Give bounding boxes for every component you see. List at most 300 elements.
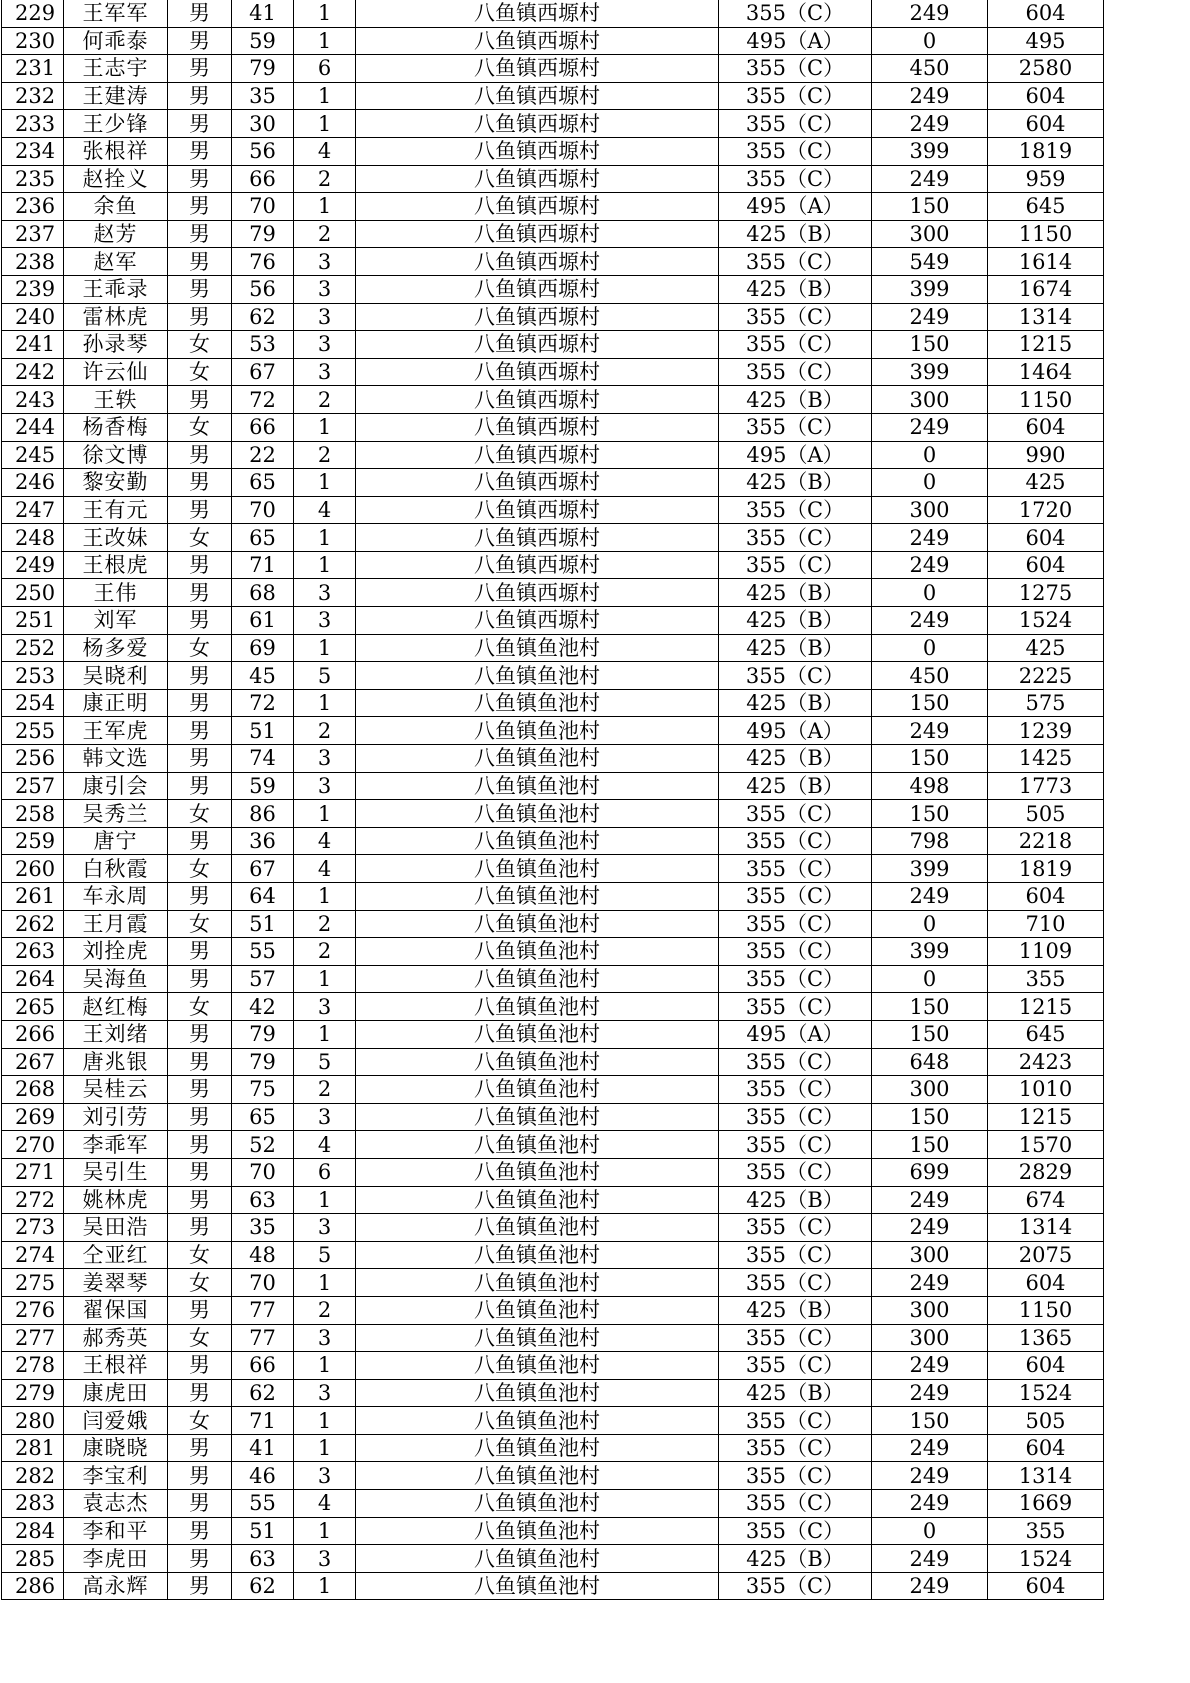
grade-cell: 495（A）: [719, 193, 872, 221]
row-number: 273: [2, 1214, 64, 1242]
name-cell: 王根祥: [64, 1352, 168, 1380]
amount-cell: 0: [872, 634, 988, 662]
amount-cell: 0: [872, 910, 988, 938]
name-cell: 雷林虎: [64, 303, 168, 331]
amount-cell: 150: [872, 1131, 988, 1159]
grade-cell: 355（C）: [719, 662, 872, 690]
address-cell: 八鱼镇西塬村: [356, 110, 719, 138]
count-cell: 1: [294, 82, 356, 110]
name-cell: 姜翠琴: [64, 1269, 168, 1297]
address-cell: 八鱼镇西塬村: [356, 27, 719, 55]
total-cell: 1819: [988, 855, 1104, 883]
name-cell: 李乖军: [64, 1131, 168, 1159]
table-row: [2, 27, 1104, 55]
name-cell: 吴引生: [64, 1158, 168, 1186]
total-cell: 1275: [988, 579, 1104, 607]
age-cell: 86: [232, 800, 294, 828]
name-cell: 王轶: [64, 386, 168, 414]
name-cell: 姚林虎: [64, 1186, 168, 1214]
grade-cell: 355（C）: [719, 1103, 872, 1131]
gender-cell: 男: [168, 1490, 232, 1518]
amount-cell: 798: [872, 827, 988, 855]
table-row: [2, 0, 1104, 27]
amount-cell: 249: [872, 607, 988, 635]
age-cell: 52: [232, 1131, 294, 1159]
gender-cell: 男: [168, 137, 232, 165]
total-cell: 1524: [988, 1545, 1104, 1573]
count-cell: 4: [294, 137, 356, 165]
name-cell: 刘拴虎: [64, 938, 168, 966]
total-cell: 2829: [988, 1158, 1104, 1186]
count-cell: 3: [294, 1545, 356, 1573]
total-cell: 505: [988, 800, 1104, 828]
row-number: 233: [2, 110, 64, 138]
amount-cell: 498: [872, 772, 988, 800]
name-cell: 赵拴义: [64, 165, 168, 193]
name-cell: 吴海鱼: [64, 965, 168, 993]
gender-cell: 男: [168, 717, 232, 745]
table-row: [2, 1296, 1104, 1324]
grade-cell: 495（A）: [719, 1020, 872, 1048]
count-cell: 1: [294, 800, 356, 828]
age-cell: 63: [232, 1186, 294, 1214]
count-cell: 6: [294, 55, 356, 83]
name-cell: 赵红梅: [64, 993, 168, 1021]
count-cell: 1: [294, 1020, 356, 1048]
address-cell: 八鱼镇鱼池村: [356, 883, 719, 911]
row-number: 272: [2, 1186, 64, 1214]
count-cell: 1: [294, 1517, 356, 1545]
table-row: [2, 1517, 1104, 1545]
amount-cell: 0: [872, 1517, 988, 1545]
address-cell: 八鱼镇鱼池村: [356, 1214, 719, 1242]
row-number: 279: [2, 1379, 64, 1407]
count-cell: 1: [294, 634, 356, 662]
address-cell: 八鱼镇鱼池村: [356, 1352, 719, 1380]
row-number: 255: [2, 717, 64, 745]
gender-cell: 男: [168, 1352, 232, 1380]
name-cell: 高永辉: [64, 1572, 168, 1600]
age-cell: 65: [232, 469, 294, 497]
age-cell: 70: [232, 1158, 294, 1186]
count-cell: 4: [294, 1490, 356, 1518]
total-cell: 1773: [988, 772, 1104, 800]
gender-cell: 男: [168, 607, 232, 635]
table-row: [2, 1048, 1104, 1076]
gender-cell: 男: [168, 551, 232, 579]
gender-cell: 男: [168, 1158, 232, 1186]
amount-cell: 249: [872, 413, 988, 441]
address-cell: 八鱼镇西塬村: [356, 303, 719, 331]
table-row: [2, 938, 1104, 966]
grade-cell: 425（B）: [719, 1379, 872, 1407]
amount-cell: 249: [872, 717, 988, 745]
table-row: [2, 524, 1104, 552]
row-number: 281: [2, 1434, 64, 1462]
address-cell: 八鱼镇西塬村: [356, 607, 719, 635]
row-number: 253: [2, 662, 64, 690]
table-row: [2, 1131, 1104, 1159]
address-cell: 八鱼镇鱼池村: [356, 1076, 719, 1104]
table-row: [2, 1545, 1104, 1573]
table-row: [2, 413, 1104, 441]
name-cell: 刘引劳: [64, 1103, 168, 1131]
table-row: [2, 358, 1104, 386]
age-cell: 53: [232, 331, 294, 359]
age-cell: 62: [232, 303, 294, 331]
age-cell: 22: [232, 441, 294, 469]
table-row: [2, 1407, 1104, 1435]
count-cell: 1: [294, 965, 356, 993]
count-cell: 2: [294, 938, 356, 966]
amount-cell: 249: [872, 1572, 988, 1600]
age-cell: 79: [232, 1020, 294, 1048]
total-cell: 604: [988, 883, 1104, 911]
name-cell: 车永周: [64, 883, 168, 911]
address-cell: 八鱼镇鱼池村: [356, 1241, 719, 1269]
address-cell: 八鱼镇鱼池村: [356, 1434, 719, 1462]
table-row: [2, 634, 1104, 662]
amount-cell: 0: [872, 27, 988, 55]
age-cell: 71: [232, 551, 294, 579]
total-cell: 604: [988, 110, 1104, 138]
gender-cell: 女: [168, 524, 232, 552]
amount-cell: 249: [872, 1379, 988, 1407]
count-cell: 2: [294, 441, 356, 469]
amount-cell: 300: [872, 220, 988, 248]
name-cell: 王改妹: [64, 524, 168, 552]
gender-cell: 男: [168, 1572, 232, 1600]
name-cell: 康晓晓: [64, 1434, 168, 1462]
gender-cell: 女: [168, 358, 232, 386]
count-cell: 1: [294, 413, 356, 441]
amount-cell: 249: [872, 551, 988, 579]
grade-cell: 355（C）: [719, 1241, 872, 1269]
total-cell: 604: [988, 1269, 1104, 1297]
gender-cell: 男: [168, 827, 232, 855]
table-row: [2, 1158, 1104, 1186]
table-row: [2, 1103, 1104, 1131]
age-cell: 66: [232, 1352, 294, 1380]
amount-cell: 249: [872, 1214, 988, 1242]
table-row: [2, 772, 1104, 800]
total-cell: 1314: [988, 303, 1104, 331]
age-cell: 70: [232, 1269, 294, 1297]
amount-cell: 249: [872, 1462, 988, 1490]
total-cell: 1215: [988, 993, 1104, 1021]
count-cell: 3: [294, 1103, 356, 1131]
table-row: [2, 855, 1104, 883]
amount-cell: 249: [872, 1352, 988, 1380]
table-row: [2, 1186, 1104, 1214]
age-cell: 67: [232, 855, 294, 883]
grade-cell: 425（B）: [719, 607, 872, 635]
amount-cell: 450: [872, 55, 988, 83]
address-cell: 八鱼镇鱼池村: [356, 1462, 719, 1490]
total-cell: 1819: [988, 137, 1104, 165]
count-cell: 3: [294, 358, 356, 386]
total-cell: 645: [988, 193, 1104, 221]
count-cell: 5: [294, 662, 356, 690]
age-cell: 59: [232, 772, 294, 800]
table-row: [2, 827, 1104, 855]
row-number: 259: [2, 827, 64, 855]
address-cell: 八鱼镇西塬村: [356, 0, 719, 27]
count-cell: 1: [294, 883, 356, 911]
row-number: 238: [2, 248, 64, 276]
age-cell: 59: [232, 27, 294, 55]
address-cell: 八鱼镇西塬村: [356, 82, 719, 110]
gender-cell: 女: [168, 1407, 232, 1435]
count-cell: 4: [294, 827, 356, 855]
age-cell: 65: [232, 1103, 294, 1131]
name-cell: 翟保国: [64, 1296, 168, 1324]
gender-cell: 男: [168, 55, 232, 83]
grade-cell: 495（A）: [719, 27, 872, 55]
gender-cell: 男: [168, 965, 232, 993]
grade-cell: 495（A）: [719, 441, 872, 469]
gender-cell: 男: [168, 1379, 232, 1407]
name-cell: 李宝利: [64, 1462, 168, 1490]
name-cell: 闫爱娥: [64, 1407, 168, 1435]
count-cell: 2: [294, 717, 356, 745]
name-cell: 黎安勤: [64, 469, 168, 497]
amount-cell: 249: [872, 1186, 988, 1214]
count-cell: 1: [294, 0, 356, 27]
name-cell: 张根祥: [64, 137, 168, 165]
amount-cell: 450: [872, 662, 988, 690]
table-row: [2, 1076, 1104, 1104]
gender-cell: 男: [168, 1545, 232, 1573]
table-row: [2, 551, 1104, 579]
grade-cell: 355（C）: [719, 1462, 872, 1490]
name-cell: 吴田浩: [64, 1214, 168, 1242]
name-cell: 吴秀兰: [64, 800, 168, 828]
age-cell: 72: [232, 386, 294, 414]
table-row: [2, 220, 1104, 248]
total-cell: 1314: [988, 1462, 1104, 1490]
row-number: 256: [2, 745, 64, 773]
age-cell: 41: [232, 0, 294, 27]
name-cell: 吴晓利: [64, 662, 168, 690]
amount-cell: 150: [872, 745, 988, 773]
grade-cell: 355（C）: [719, 1407, 872, 1435]
address-cell: 八鱼镇西塬村: [356, 469, 719, 497]
address-cell: 八鱼镇鱼池村: [356, 1407, 719, 1435]
name-cell: 余鱼: [64, 193, 168, 221]
address-cell: 八鱼镇鱼池村: [356, 1324, 719, 1352]
age-cell: 63: [232, 1545, 294, 1573]
address-cell: 八鱼镇鱼池村: [356, 717, 719, 745]
grade-cell: 355（C）: [719, 827, 872, 855]
age-cell: 71: [232, 1407, 294, 1435]
age-cell: 66: [232, 413, 294, 441]
table-row: [2, 331, 1104, 359]
age-cell: 74: [232, 745, 294, 773]
amount-cell: 249: [872, 165, 988, 193]
gender-cell: 女: [168, 413, 232, 441]
row-number: 250: [2, 579, 64, 607]
total-cell: 1150: [988, 220, 1104, 248]
age-cell: 68: [232, 579, 294, 607]
age-cell: 55: [232, 1490, 294, 1518]
table-row: [2, 800, 1104, 828]
row-number: 277: [2, 1324, 64, 1352]
age-cell: 62: [232, 1572, 294, 1600]
gender-cell: 男: [168, 662, 232, 690]
gender-cell: 女: [168, 993, 232, 1021]
count-cell: 1: [294, 551, 356, 579]
grade-cell: 355（C）: [719, 993, 872, 1021]
age-cell: 69: [232, 634, 294, 662]
total-cell: 604: [988, 413, 1104, 441]
table-row: [2, 1269, 1104, 1297]
age-cell: 55: [232, 938, 294, 966]
age-cell: 41: [232, 1434, 294, 1462]
name-cell: 王军虎: [64, 717, 168, 745]
address-cell: 八鱼镇鱼池村: [356, 1103, 719, 1131]
amount-cell: 249: [872, 82, 988, 110]
row-number: 275: [2, 1269, 64, 1297]
name-cell: 杨多爱: [64, 634, 168, 662]
age-cell: 30: [232, 110, 294, 138]
total-cell: 1215: [988, 1103, 1104, 1131]
total-cell: 959: [988, 165, 1104, 193]
table-row: [2, 993, 1104, 1021]
total-cell: 1109: [988, 938, 1104, 966]
grade-cell: 355（C）: [719, 1352, 872, 1380]
row-number: 258: [2, 800, 64, 828]
address-cell: 八鱼镇鱼池村: [356, 938, 719, 966]
grade-cell: 355（C）: [719, 1269, 872, 1297]
amount-cell: 150: [872, 800, 988, 828]
count-cell: 2: [294, 220, 356, 248]
grade-cell: 355（C）: [719, 1572, 872, 1600]
address-cell: 八鱼镇鱼池村: [356, 1517, 719, 1545]
table-row: [2, 1462, 1104, 1490]
amount-cell: 399: [872, 275, 988, 303]
address-cell: 八鱼镇西塬村: [356, 275, 719, 303]
name-cell: 王月霞: [64, 910, 168, 938]
count-cell: 2: [294, 386, 356, 414]
gender-cell: 男: [168, 110, 232, 138]
count-cell: 3: [294, 248, 356, 276]
row-number: 265: [2, 993, 64, 1021]
table-row: [2, 662, 1104, 690]
grade-cell: 355（C）: [719, 0, 872, 27]
grade-cell: 495（A）: [719, 717, 872, 745]
name-cell: 王刘绪: [64, 1020, 168, 1048]
total-cell: 1239: [988, 717, 1104, 745]
amount-cell: 399: [872, 137, 988, 165]
name-cell: 杨香梅: [64, 413, 168, 441]
row-number: 242: [2, 358, 64, 386]
address-cell: 八鱼镇鱼池村: [356, 1296, 719, 1324]
row-number: 260: [2, 855, 64, 883]
gender-cell: 男: [168, 938, 232, 966]
grade-cell: 355（C）: [719, 1076, 872, 1104]
row-number: 282: [2, 1462, 64, 1490]
row-number: 234: [2, 137, 64, 165]
count-cell: 1: [294, 1572, 356, 1600]
amount-cell: 150: [872, 1103, 988, 1131]
amount-cell: 249: [872, 303, 988, 331]
address-cell: 八鱼镇鱼池村: [356, 772, 719, 800]
count-cell: 1: [294, 1269, 356, 1297]
total-cell: 645: [988, 1020, 1104, 1048]
grade-cell: 355（C）: [719, 137, 872, 165]
gender-cell: 男: [168, 1076, 232, 1104]
amount-cell: 150: [872, 1407, 988, 1435]
count-cell: 3: [294, 772, 356, 800]
address-cell: 八鱼镇西塬村: [356, 248, 719, 276]
gender-cell: 男: [168, 1103, 232, 1131]
total-cell: 1010: [988, 1076, 1104, 1104]
name-cell: 袁志杰: [64, 1490, 168, 1518]
amount-cell: 300: [872, 1296, 988, 1324]
grade-cell: 355（C）: [719, 165, 872, 193]
table-row: [2, 82, 1104, 110]
count-cell: 1: [294, 1434, 356, 1462]
name-cell: 孙录琴: [64, 331, 168, 359]
count-cell: 3: [294, 275, 356, 303]
gender-cell: 女: [168, 855, 232, 883]
total-cell: 1314: [988, 1214, 1104, 1242]
gender-cell: 男: [168, 1434, 232, 1462]
address-cell: 八鱼镇西塬村: [356, 441, 719, 469]
count-cell: 5: [294, 1241, 356, 1269]
total-cell: 604: [988, 1352, 1104, 1380]
total-cell: 1720: [988, 496, 1104, 524]
name-cell: 王伟: [64, 579, 168, 607]
age-cell: 75: [232, 1076, 294, 1104]
name-cell: 白秋霞: [64, 855, 168, 883]
address-cell: 八鱼镇鱼池村: [356, 1269, 719, 1297]
row-number: 240: [2, 303, 64, 331]
name-cell: 王有元: [64, 496, 168, 524]
row-number: 262: [2, 910, 64, 938]
name-cell: 吴桂云: [64, 1076, 168, 1104]
amount-cell: 249: [872, 0, 988, 27]
row-number: 236: [2, 193, 64, 221]
gender-cell: 男: [168, 689, 232, 717]
grade-cell: 425（B）: [719, 1186, 872, 1214]
count-cell: 5: [294, 1048, 356, 1076]
count-cell: 1: [294, 193, 356, 221]
table-row: [2, 1490, 1104, 1518]
address-cell: 八鱼镇鱼池村: [356, 855, 719, 883]
grade-cell: 425（B）: [719, 1296, 872, 1324]
name-cell: 康正明: [64, 689, 168, 717]
table-row: [2, 1434, 1104, 1462]
amount-cell: 249: [872, 1434, 988, 1462]
table-row: [2, 496, 1104, 524]
gender-cell: 男: [168, 1186, 232, 1214]
address-cell: 八鱼镇西塬村: [356, 496, 719, 524]
age-cell: 70: [232, 193, 294, 221]
table-row: [2, 1241, 1104, 1269]
total-cell: 2075: [988, 1241, 1104, 1269]
address-cell: 八鱼镇西塬村: [356, 358, 719, 386]
address-cell: 八鱼镇西塬村: [356, 579, 719, 607]
amount-cell: 150: [872, 1020, 988, 1048]
amount-cell: 249: [872, 110, 988, 138]
row-number: 232: [2, 82, 64, 110]
age-cell: 67: [232, 358, 294, 386]
gender-cell: 男: [168, 275, 232, 303]
grade-cell: 355（C）: [719, 496, 872, 524]
age-cell: 76: [232, 248, 294, 276]
